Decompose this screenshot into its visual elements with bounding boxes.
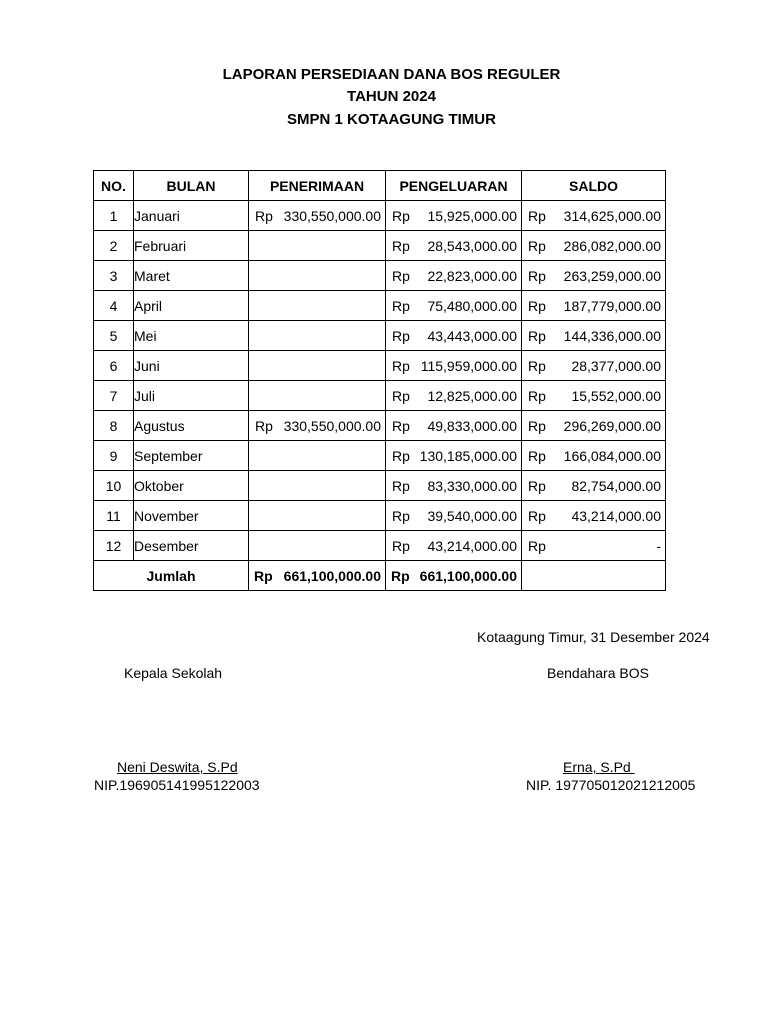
currency-label: Rp [392,327,410,344]
currency-label: Rp [528,417,546,434]
expense-cell [386,411,522,441]
balance-amount: 263,259,000.00 [563,267,661,284]
receipt-amount: 330,550,000.00 [283,207,381,224]
balance-cell [522,201,666,231]
table-row [94,291,666,321]
expense-cell [386,351,522,381]
row-month: Januari [134,201,249,231]
receipt-cell [249,501,386,531]
row-number: 4 [94,291,134,321]
currency-label: Rp [254,567,273,584]
balance-amount: 296,269,000.00 [563,417,661,434]
expense-amount: 83,330,000.00 [427,477,517,494]
balance-cell [522,501,666,531]
row-number: 2 [94,231,134,261]
receipt-cell [249,441,386,471]
expense-amount: 22,823,000.00 [427,267,517,284]
expense-cell [386,471,522,501]
row-number: 7 [94,381,134,411]
expense-cell [386,291,522,321]
expense-amount: 49,833,000.00 [427,417,517,434]
table-row [94,261,666,291]
balance-cell [522,231,666,261]
currency-label: Rp [392,477,410,494]
table-row [94,441,666,471]
currency-label: Rp [528,507,546,524]
row-number: 11 [94,501,134,531]
row-number: 10 [94,471,134,501]
table-row [94,201,666,231]
currency-label: Rp [392,537,410,554]
row-number: 5 [94,321,134,351]
balance-amount: 15,552,000.00 [571,387,661,404]
expense-cell [386,441,522,471]
row-number: 8 [94,411,134,441]
currency-label: Rp [528,207,546,224]
row-month: Agustus [134,411,249,441]
total-receipt-cell [249,561,386,591]
expense-cell [386,261,522,291]
table-header-row [94,171,666,201]
expense-cell [386,501,522,531]
balance-cell [522,381,666,411]
receipt-cell [249,531,386,561]
balance-cell [522,261,666,291]
row-month: Maret [134,261,249,291]
balance-cell [522,531,666,561]
currency-label: Rp [392,387,410,404]
expense-amount: 130,185,000.00 [419,447,517,464]
balance-amount: - [656,537,661,554]
currency-label: Rp [528,477,546,494]
currency-label: Rp [392,237,410,254]
expense-cell [386,321,522,351]
receipt-cell [249,261,386,291]
row-month: November [134,501,249,531]
currency-label: Rp [392,207,410,224]
currency-label: Rp [392,447,410,464]
balance-cell [522,411,666,441]
total-expense-cell [386,561,522,591]
place-date: Kotaagung Timur, 31 Desember 2024 [477,629,710,645]
receipt-cell [249,411,386,441]
row-number: 6 [94,351,134,381]
table-total-row [94,561,666,591]
currency-label: Rp [528,327,546,344]
receipt-cell [249,471,386,501]
table-row [94,381,666,411]
currency-label: Rp [528,537,546,554]
balance-cell [522,321,666,351]
expense-amount: 43,443,000.00 [427,327,517,344]
budget-table [93,170,666,591]
expense-cell [386,381,522,411]
expense-amount: 12,825,000.00 [427,387,517,404]
table-row [94,471,666,501]
header-receipt: PENERIMAAN [249,171,386,201]
header-no: NO. [94,171,134,201]
expense-amount: 15,925,000.00 [427,207,517,224]
balance-cell [522,441,666,471]
row-month: Juni [134,351,249,381]
total-expense-amount: 661,100,000.00 [419,567,517,584]
total-label: Jumlah [94,561,249,591]
currency-label: Rp [255,207,273,224]
row-number: 12 [94,531,134,561]
principal-nip: NIP.196905141995122003 [94,777,260,793]
expense-amount: 43,214,000.00 [427,537,517,554]
row-number: 3 [94,261,134,291]
balance-amount: 28,377,000.00 [571,357,661,374]
total-balance-cell [522,561,666,591]
currency-label: Rp [528,297,546,314]
row-month: Februari [134,231,249,261]
table-row [94,231,666,261]
row-month: April [134,291,249,321]
expense-amount: 75,480,000.00 [427,297,517,314]
currency-label: Rp [392,267,410,284]
row-month: Juli [134,381,249,411]
principal-name: Neni Deswita, S.Pd [117,759,238,775]
expense-amount: 39,540,000.00 [427,507,517,524]
balance-cell [522,291,666,321]
header-balance: SALDO [522,171,666,201]
balance-amount: 314,625,000.00 [563,207,661,224]
balance-amount: 82,754,000.00 [571,477,661,494]
total-receipt-amount: 661,100,000.00 [283,567,381,584]
expense-amount: 28,543,000.00 [427,237,517,254]
receipt-cell [249,321,386,351]
currency-label: Rp [528,387,546,404]
balance-cell [522,351,666,381]
currency-label: Rp [392,417,410,434]
expense-amount: 115,959,000.00 [420,357,517,374]
treasurer-role: Bendahara BOS [547,665,649,681]
expense-cell [386,531,522,561]
table-row [94,531,666,561]
treasurer-nip: NIP. 197705012021212005 [526,777,696,793]
table-row [94,351,666,381]
row-number: 1 [94,201,134,231]
table-row [94,411,666,441]
school-name: SMPN 1 KOTAAGUNG TIMUR [287,111,496,128]
balance-cell [522,471,666,501]
currency-label: Rp [392,297,410,314]
row-month: Desember [134,531,249,561]
row-number: 9 [94,441,134,471]
receipt-cell [249,351,386,381]
report-title: LAPORAN PERSEDIAAN DANA BOS REGULER [222,66,561,83]
receipt-cell [249,381,386,411]
balance-amount: 187,779,000.00 [563,297,661,314]
currency-label: Rp [528,267,546,284]
row-month: Mei [134,321,249,351]
principal-role: Kepala Sekolah [124,665,223,681]
table-row [94,321,666,351]
header-expense: PENGELUARAN [386,171,522,201]
header-month: BULAN [134,171,249,201]
currency-label: Rp [392,507,410,524]
balance-amount: 43,214,000.00 [571,507,661,524]
currency-label: Rp [528,447,546,464]
report-year: TAHUN 2024 [347,88,436,105]
currency-label: Rp [528,357,546,374]
row-month: September [134,441,249,471]
balance-amount: 144,336,000.00 [563,327,661,344]
currency-label: Rp [528,237,546,254]
receipt-cell [249,231,386,261]
receipt-cell [249,291,386,321]
currency-label: Rp [391,567,410,584]
currency-label: Rp [392,357,410,374]
currency-label: Rp [255,417,273,434]
table-row [94,501,666,531]
balance-amount: 286,082,000.00 [563,237,661,254]
balance-amount: 166,084,000.00 [563,447,661,464]
receipt-cell [249,201,386,231]
expense-cell [386,231,522,261]
expense-cell [386,201,522,231]
receipt-amount: 330,550,000.00 [283,417,381,434]
treasurer-name: Erna, S.Pd [563,759,635,775]
row-month: Oktober [134,471,249,501]
